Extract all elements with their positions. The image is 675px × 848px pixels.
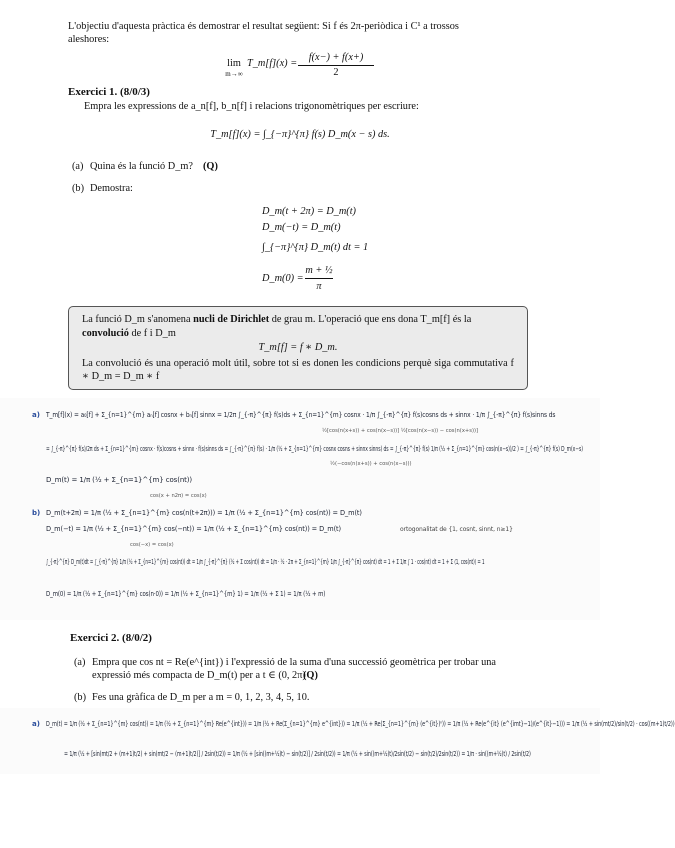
equation-integral: ∫_{−π}^{π} D_m(t) dt = 1 [262, 242, 369, 253]
exercise-2-title: Exercici 2. (8/0/2) [70, 632, 152, 644]
hw-line-a2: = ∫_{-π}^{π} f(s)/2π ds + Σ_{n=1}^{m} cosnx · f(s)cosns + sinnx · f(s)sinns ds = ∫_{-π}^{π} f(s) · 1/π (½ + Σ_{n=1}^{m} cosnx cosns + sinnx sinns) ds = ∫_{-π}^{π} f(s) 1/π (½ + Σ_{n=1}^{m} cos(n(x−s))/2 ) = ∫_{-π}^{π} f(s) D_m(x−s) [46, 445, 583, 453]
hw-label-a: a) [32, 411, 40, 419]
box-term-convolution: convolució [82, 328, 129, 339]
exercise-2-question-a-q-marker: (Q) [303, 670, 318, 681]
handwritten-scan-2 [0, 708, 600, 774]
intro-line-1: L'objectiu d'aquesta pràctica és demostrar el resultat següent: Si f és 2π-periòdica i C¹ a trossos [68, 21, 459, 32]
hw-line-a3: D_m(t) = 1/π (½ + Σ_{n=1}^{m} cos(nt)) [46, 476, 193, 484]
hw-line-a1: T_m[f](x) = a₀[f] + Σ_{n=1}^{m} aₙ[f] cosnx + bₙ[f] sinnx = 1/2π ∫_{-π}^{π} f(s)ds + Σ_{n=1}^{m} cosnx · 1/π ∫_{-π}^{π} f(s)cosns ds + sinnx · 1/π ∫_{-π}^{π} f(s)sinns ds [46, 411, 556, 419]
hw-label-a: a) [32, 720, 40, 728]
intro-line-2: aleshores: [68, 34, 110, 45]
exercise-1-title: Exercici 1. (8/0/3) [68, 86, 150, 98]
question-b-text: Demostra: [90, 183, 133, 194]
fraction-bar [305, 278, 333, 279]
hw-note-even: cos(−x) = cos(x) [130, 542, 174, 548]
box-formula: T_m[f] = f ∗ D_m. [258, 342, 338, 353]
hw-line-2-1: D_m(t) = 1/π (½ + Σ_{n=1}^{m} cos(nt)) = 1/π (½ + Σ_{n=1}^{m} Re(e^{int})) = 1/π (½ + Re(Σ_{n=1}^{m} e^{int})) = 1/π (½ + Re(Σ_{n=1}^{m} (e^{it})ⁿ)) = 1/π (½ + Re(e^{it} (e^{imt}−1)/(e^{it}−1))) = 1/π (½ + sin(mt/2)/sin(t/2) · cos((m+1)t/2)) [46, 720, 675, 728]
hw-note-orthogonality: ortogonalitat de {1, cosnt, sinnt, n≥1} [400, 526, 513, 533]
exercise-2-question-b-label: (b) [74, 692, 87, 703]
box-text: La funció D_m s'anomena [82, 314, 191, 325]
formula-lim: lim [227, 58, 241, 69]
question-a-text: Quina és la funció D_m? [90, 161, 193, 172]
question-a-q-marker: (Q) [203, 161, 218, 172]
formula-lim-sub: m→∞ [225, 70, 243, 78]
hw-label-b: b) [32, 509, 41, 517]
box-paragraph-1 [82, 313, 516, 341]
exercise-2-question-b-text: Fes una gràfica de D_m per a m = 0, 1, 2, 3, 4, 5, 10. [92, 692, 310, 703]
hw-line-b4: D_m(0) = 1/π (½ + Σ_{n=1}^{m} cos(n·0)) = 1/π (½ + Σ_{n=1}^{m} 1) = 1/π (½ + Σ 1) = 1/π (½ + m) [46, 590, 326, 598]
box-paragraph-2: La convolució és una operació molt útil, sobre tot si es donen les condicions perquè siga commutativa f ∗ D_m = D_m ∗ f [82, 358, 514, 382]
hw-note-a2: ½(−cos(n(x+s)) + cos(n(x−s))) [330, 461, 412, 467]
hw-line-2-2: = 1/π (½ + [sin(mt/2 + (m+1)t/2) + sin(mt/2 − (m+1)t/2)] / 2sin(t/2)) = 1/π (½ + [sin((m+½)t) − sin(t/2)] / 2sin(t/2)) = 1/π (½ + sin((m+½)t)/2sin(t/2) − sin(t/2)/2sin(t/2)) = 1/π · sin((m+½)t) / 2sin(t/2) [64, 750, 531, 758]
exercise-2-question-a-line-1: Empra que cos nt = Re(e^{int}) i l'expressió de la suma d'una successió geomètrica per trobar una [92, 657, 496, 668]
intro-formula-lhs: T_m[f](x) = [247, 58, 298, 69]
equation-at-zero-lhs: D_m(0) = [262, 273, 304, 284]
equation-even: D_m(−t) = D_m(t) [262, 222, 341, 233]
equation-at-zero-denominator: π [316, 281, 322, 292]
exercise-2-question-a-line-2: expressió més compacta de D_m(t) per a t ∈ (0, 2π) [92, 670, 306, 681]
hw-line-b2: D_m(−t) = 1/π (½ + Σ_{n=1}^{m} cos(−nt)) = 1/π (½ + Σ_{n=1}^{m} cos(nt)) = D_m(t) [46, 525, 342, 533]
intro-formula-numerator: f(x−) + f(x+) [308, 52, 364, 63]
box-term-dirichlet: nucli de Dirichlet [193, 314, 270, 325]
intro-formula-denominator: 2 [333, 67, 339, 78]
box-text: de f i D_m [131, 328, 176, 339]
exercise-2-question-a-label: (a) [74, 657, 86, 668]
equation-periodic: D_m(t + 2π) = D_m(t) [262, 206, 356, 217]
dirichlet-kernel-box [68, 306, 528, 390]
hw-note-periodicity: cos(x + n2π) = cos(x) [150, 493, 207, 499]
exercise-1-formula: T_m[f](x) = ∫_{−π}^{π} f(s) D_m(x − s) ds. [210, 129, 390, 140]
equation-at-zero-numerator: m + ½ [305, 265, 333, 276]
question-a-label: (a) [72, 161, 84, 172]
question-b-label: (b) [72, 183, 85, 194]
hw-note-product-to-sum: ½[cos(n(x+s)) + cos(n(x−s))] ½[cos(n(x−s)) − cos(n(x+s))] [322, 428, 479, 434]
hw-line-b1: D_m(t+2π) = 1/π (½ + Σ_{n=1}^{m} cos(n(t+2π))) = 1/π (½ + Σ_{n=1}^{m} cos(nt)) = D_m(t) [46, 509, 362, 517]
box-text: de grau m. L'operació que ens dona T_m[f] és la [271, 314, 472, 325]
hw-line-b3: ∫_{-π}^{π} D_m(t)dt = ∫_{-π}^{π} 1/π (½ + Σ_{n=1}^{m} cos(nt)) dt = 1/π ∫_{-π}^{π} (½ + Σ cos(nt)) dt = 1/π · ½ · 2π + Σ_{n=1}^{m} 1/π ∫_{-π}^{π} cos(nt) dt = 1 + Σ 1/π ∫ 1 · cos(nt) dt = 1 + Σ ⟨1, cos(nt)⟩ = 1 [46, 558, 485, 566]
exercise-1-instruction: Empra les expressions de a_n[f], b_n[f] i relacions trigonomètriques per escriure: [84, 101, 419, 112]
